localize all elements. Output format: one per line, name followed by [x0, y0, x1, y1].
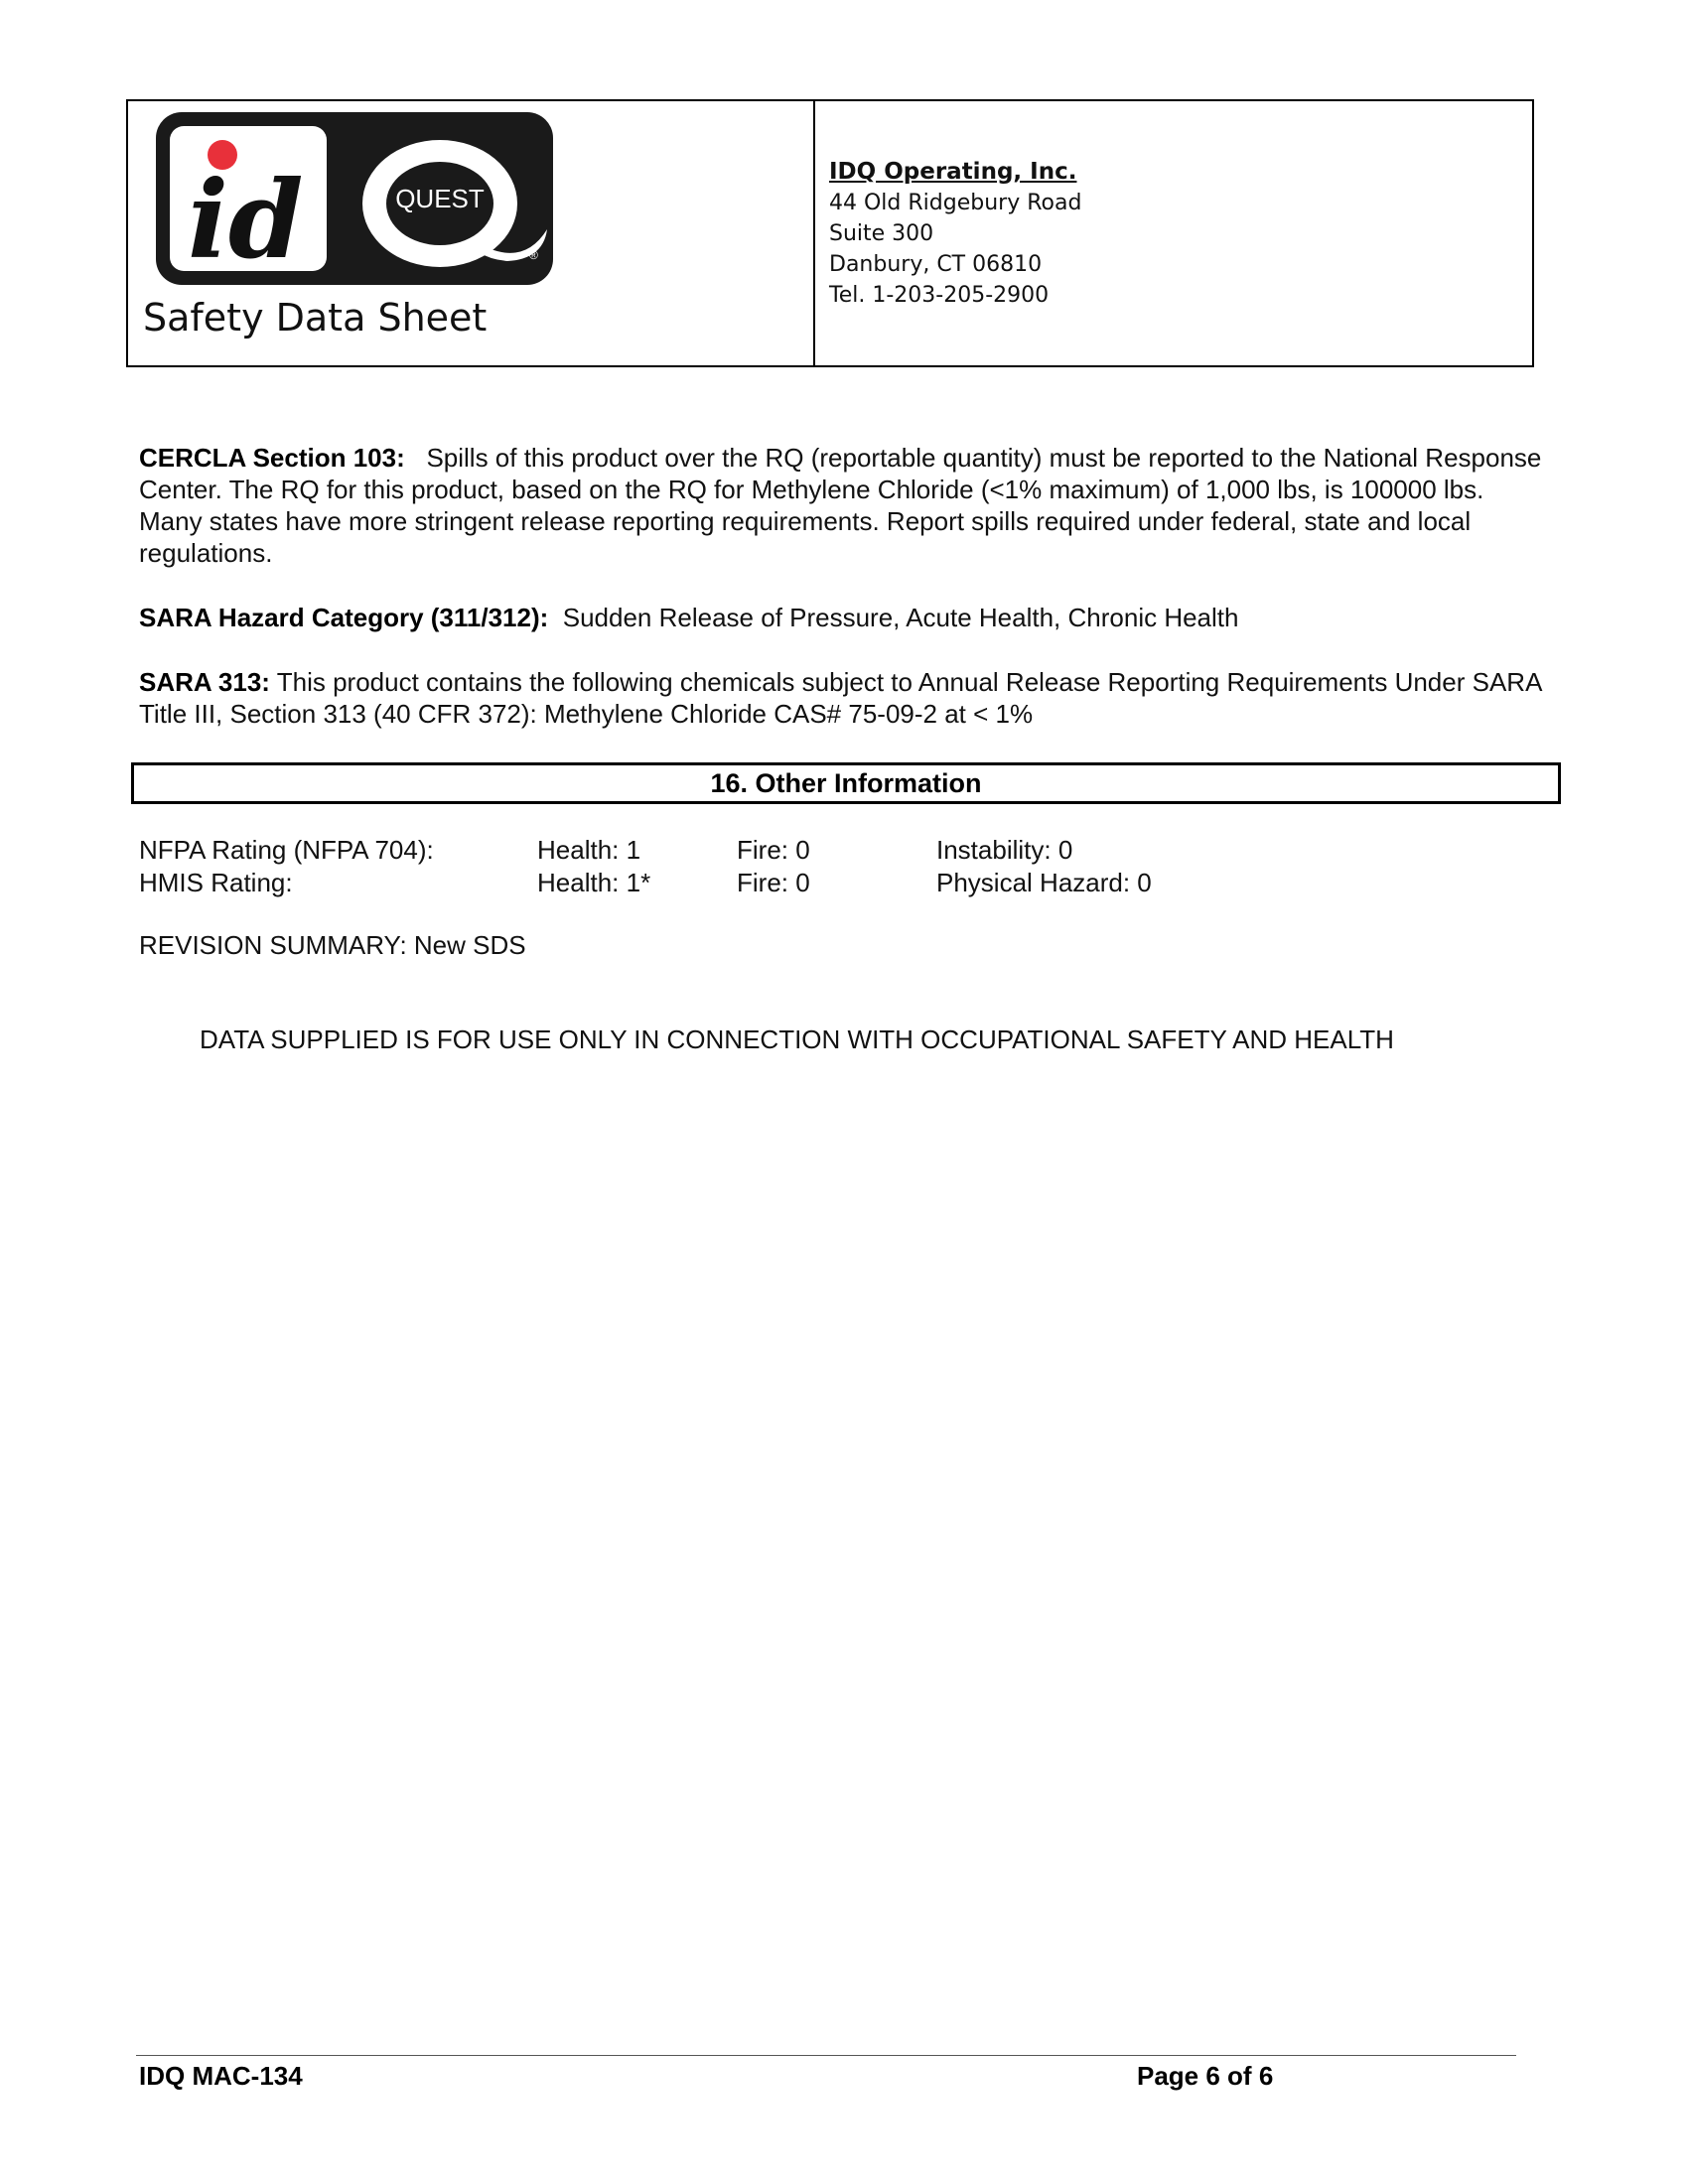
rating-label: HMIS Rating: — [139, 868, 293, 897]
rating-instability: Instability: 0 — [936, 835, 1073, 865]
rating-label: NFPA Rating (NFPA 704): — [139, 835, 434, 865]
sds-header-box — [126, 99, 1534, 367]
company-address-block — [829, 157, 1081, 311]
rating-physical-hazard: Physical Hazard: 0 — [936, 868, 1152, 897]
header-logo-cell — [128, 101, 815, 365]
cercla-label: CERCLA Section 103: — [139, 443, 405, 473]
ratings-table — [139, 834, 1331, 899]
company-address-line1: 44 Old Ridgebury Road — [829, 191, 1082, 215]
sara-313-paragraph — [139, 666, 1549, 730]
sara-hazard-paragraph — [139, 602, 1549, 633]
company-name: IDQ Operating, Inc. — [829, 159, 1077, 185]
disclaimer-text: DATA SUPPLIED IS FOR USE ONLY IN CONNECTION WITH OCCUPATIONAL SAFETY AND HEALTH — [200, 1024, 1394, 1054]
company-address-line2: Suite 300 — [829, 221, 934, 246]
company-city: Danbury, CT 06810 — [829, 252, 1043, 277]
sara-313-text: This product contains the following chemicals subject to Annual Release Reporting Requirements Under SARA Title III, Section 313 (40 CFR 372): Methylene Chloride CAS# 75-09-2 at < 1% — [139, 667, 1541, 729]
sara-313-label: SARA 313: — [139, 667, 270, 697]
logo-quest-text: QUEST — [395, 184, 485, 213]
footer-divider — [136, 2055, 1516, 2056]
footer-page-number: Page 6 of 6 — [1137, 2061, 1274, 2091]
company-phone: Tel. 1-203-205-2900 — [829, 283, 1050, 308]
rating-health: Health: 1* — [537, 868, 651, 897]
sheet-title: Safety Data Sheet — [143, 296, 488, 340]
section-16-heading: 16. Other Information — [131, 762, 1561, 804]
cercla-paragraph — [139, 442, 1549, 569]
logo-registered-mark: ® — [529, 248, 538, 262]
idq-quest-logo — [154, 110, 555, 287]
revision-summary: REVISION SUMMARY: New SDS — [139, 930, 526, 960]
nfpa-rating-row — [139, 834, 1331, 867]
cercla-text: Spills of this product over the RQ (reportable quantity) must be reported to the National Response Center. The RQ for this product, based on the RQ for Methylene Chloride (<1% maximum) of 1,000 lbs, is 100000 lbs. Many states have more stringent release reporting requirements. Report spills required under federal, state and local regulations. — [139, 443, 1542, 568]
logo-id-text: id — [188, 158, 304, 283]
footer-document-id: IDQ MAC-134 — [139, 2061, 303, 2091]
rating-fire: Fire: 0 — [737, 868, 810, 897]
sara-hazard-text: Sudden Release of Pressure, Acute Health, Chronic Health — [562, 603, 1239, 632]
sara-hazard-label: SARA Hazard Category (311/312): — [139, 603, 549, 632]
rating-fire: Fire: 0 — [737, 835, 810, 865]
header-company-cell — [815, 101, 1532, 365]
hmis-rating-row — [139, 867, 1331, 899]
rating-health: Health: 1 — [537, 835, 641, 865]
